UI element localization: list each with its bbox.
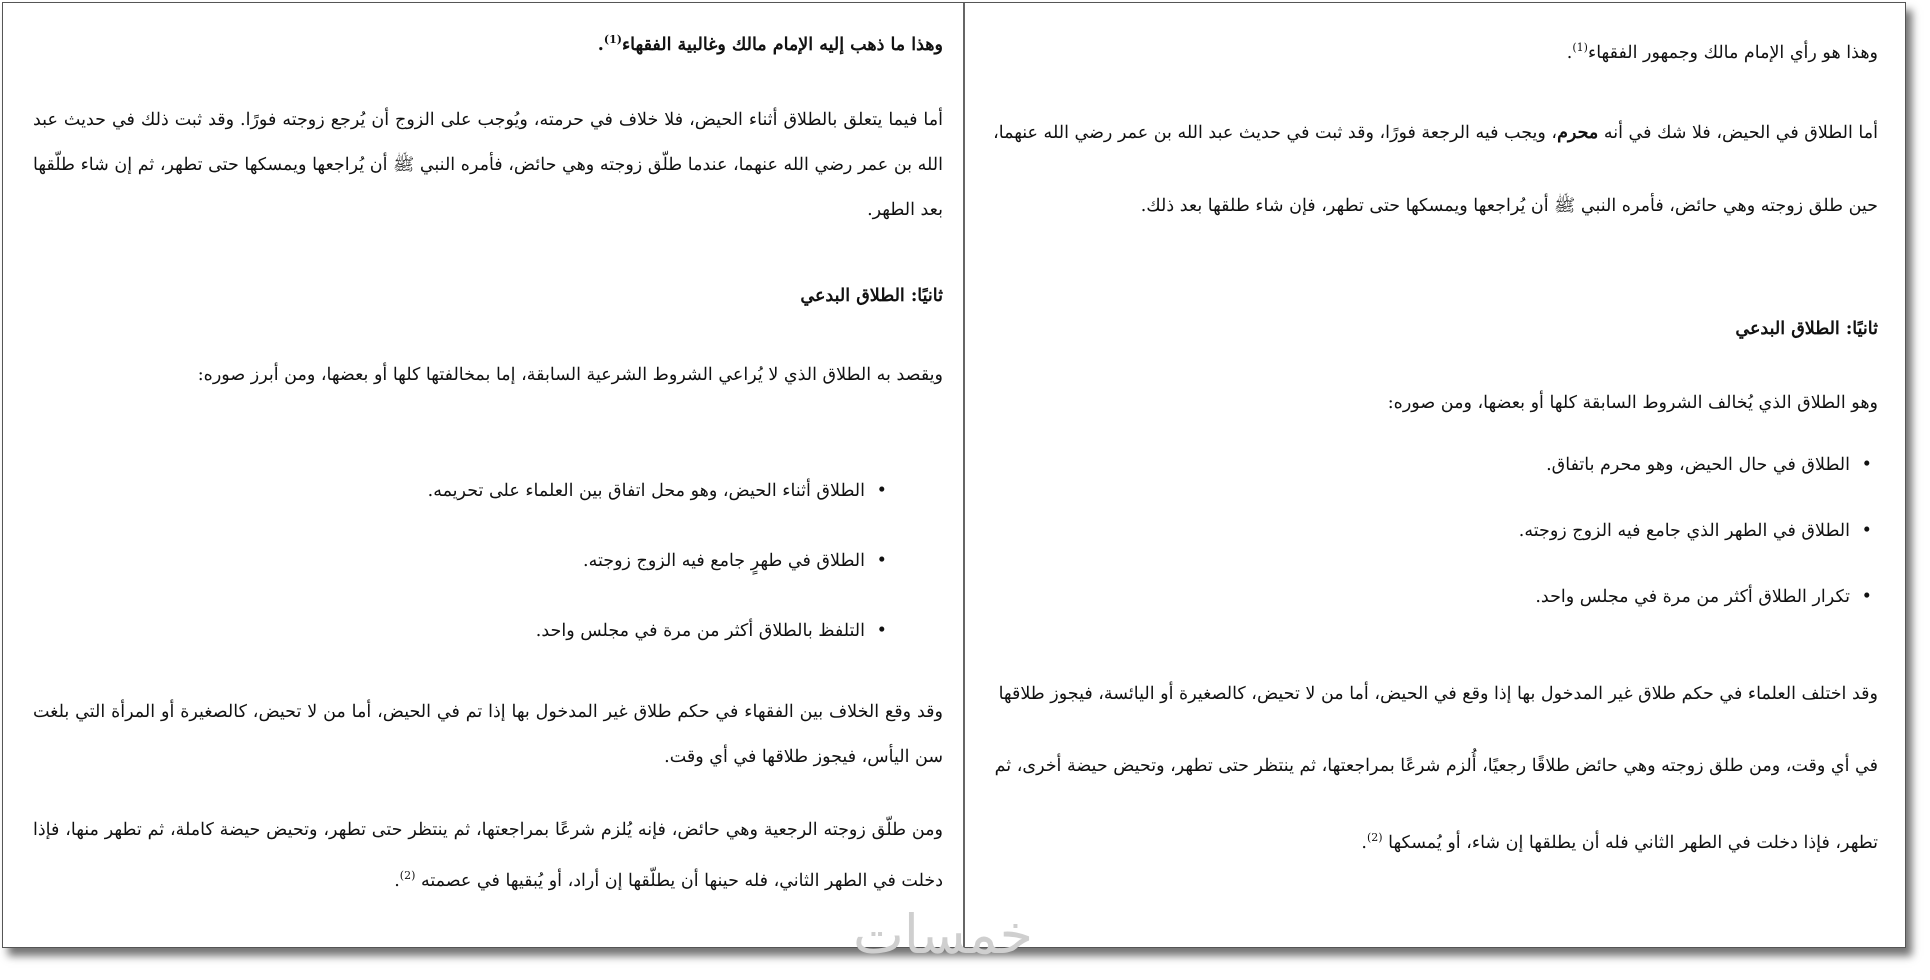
list-item: • الطلاق في الطهر الذي جامع فيه الزوج زوجته. bbox=[988, 521, 1878, 587]
list-item: • الطلاق في حال الحيض، وهو محرم باتفاق. bbox=[988, 455, 1878, 521]
right-intro-text: وهذا هو رأي الإمام مالك وجمهور الفقهاء bbox=[1587, 42, 1878, 63]
list-item: • الطلاق أثناء الحيض، وهو محل اتفاق بين العلماء على تحريمه. bbox=[33, 481, 893, 551]
left-bullet-list bbox=[33, 481, 943, 691]
right-definition: وهو الطلاق الذي يُخالف الشروط السابقة كلها أو بعضها، ومن صوره: bbox=[1387, 393, 1878, 413]
right-para1-text-b: ، ويجب فيه الرجعة فورًا، وقد ثبت في حديث عبد الله بن عمر رضي الله عنهما، حين طلق زوجته وهي حائض، فأمره النبي ﷺ أن يُراجعها ويمسكها حتى تطهر، فإن شاء طلقها بعد ذلك. bbox=[993, 123, 1878, 216]
left-intro-footnote: (1) bbox=[603, 33, 622, 46]
left-para3-footnote: (2) bbox=[399, 869, 416, 882]
right-closing-footnote: (2) bbox=[1366, 831, 1383, 844]
left-para3-end: . bbox=[394, 870, 400, 891]
comparison-frame bbox=[2, 2, 1906, 966]
left-paragraph-2: وقد وقع الخلاف بين الفقهاء في حكم طلاق غير المدخول بها إذا تم في الحيض، أما من لا تحيض، كالصغيرة أو المرأة التي بلغت سن اليأس، فيجوز طلاقها في أي وقت. bbox=[33, 702, 943, 767]
list-item: • تكرار الطلاق أكثر من مرة في مجلس واحد. bbox=[988, 587, 1878, 653]
left-definition: ويقصد به الطلاق الذي لا يُراعي الشروط الشرعية السابقة، إما بمخالفتها كلها أو بعضها، ومن أبرز صوره: bbox=[197, 365, 943, 385]
watermark-logo: خمسات bbox=[853, 903, 1034, 966]
right-closing-text: وقد اختلف العلماء في حكم طلاق غير المدخول بها إذا وقع في الحيض، أما من لا تحيض، كالصغيرة أو اليائسة، فيجوز طلاقها في أي وقت، ومن طلق زوجته وهي حائض طلاقًا رجعيًا، أُلزم شرعًا بمراجعتها، ثم ينتظر حتى تطهر، وتحيض حيضة أخرى، ثم تطهر، فإذا دخلت في الطهر الثاني فله أن يطلقها إن شاء، أو يُمسكها bbox=[994, 684, 1878, 853]
right-intro-footnote: (1) bbox=[1572, 41, 1588, 54]
right-bullet-list bbox=[988, 455, 1878, 653]
list-item: • التلفظ بالطلاق أكثر من مرة في مجلس واحد. bbox=[33, 621, 893, 691]
left-intro-end: . bbox=[597, 34, 604, 55]
right-para1-bold: محرم bbox=[1557, 123, 1599, 143]
column-divider bbox=[963, 3, 965, 947]
left-intro bbox=[33, 33, 943, 55]
right-para1-text-a: أما الطلاق في الحيض، فلا شك في أنه bbox=[1598, 123, 1878, 143]
right-intro bbox=[988, 41, 1878, 63]
right-closing bbox=[988, 658, 1878, 879]
left-heading: ثانيًا: الطلاق البدعي bbox=[800, 286, 943, 306]
right-intro-end: . bbox=[1566, 42, 1573, 63]
right-paragraph-1 bbox=[988, 97, 1878, 243]
left-paragraph-1: أما فيما يتعلق بالطلاق أثناء الحيض، فلا خلاف في حرمته، ويُوجب على الزوج أن يُرجع زوجته فورًا. وقد ثبت ذلك في حديث عبد الله بن عمر رضي الله عنهما، عندما طلّق زوجته وهي حائض، فأمره النبي ﷺ أن يُراجعها ويمسكها حتى تطهر، ثم إن شاء طلّقها بعد الطهر. bbox=[33, 110, 943, 220]
list-item: • الطلاق في طهرٍ جامع فيه الزوج زوجته. bbox=[33, 551, 893, 621]
left-para3-text: ومن طلّق زوجته الرجعية وهي حائض، فإنه يُلزم شرعًا بمراجعتها، ثم ينتظر حتى تطهر، وتحيض حيضة كاملة، ثم تطهر منها، فإذا دخلت في الطهر الثاني، فله حينها أن يطلّقها إن أراد، أو يُبقيها في عصمته bbox=[33, 820, 943, 891]
left-paragraph-3 bbox=[33, 807, 943, 904]
right-closing-end: . bbox=[1361, 832, 1367, 853]
left-intro-text: وهذا ما ذهب إليه الإمام مالك وغالبية الفقهاء bbox=[621, 34, 943, 55]
right-heading: ثانيًا: الطلاق البدعي bbox=[1735, 319, 1878, 339]
